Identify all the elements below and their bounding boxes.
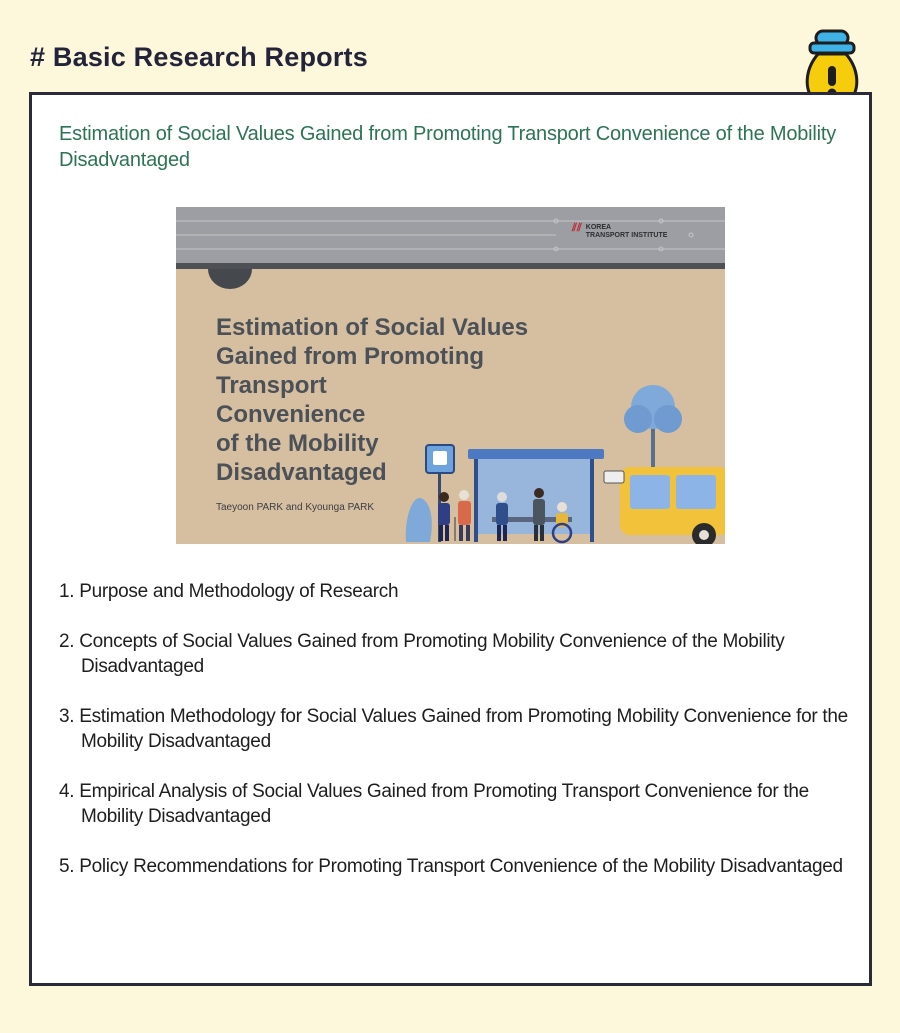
report-cover-image[interactable] bbox=[176, 207, 725, 544]
logo-line2: TRANSPORT INSTITUTE bbox=[585, 232, 668, 239]
cover-title-line: Transport bbox=[216, 372, 327, 399]
toc-item[interactable]: 4. Empirical Analysis of Social Values Gained from Promoting Transport Convenience for the Mobility Disadvantaged bbox=[59, 781, 809, 827]
cover-title-line: Convenience bbox=[216, 401, 366, 428]
cover-title-line: of the Mobility bbox=[216, 430, 379, 457]
kotl-logo-mark: ⫽⫽ bbox=[572, 222, 582, 234]
page-heading: # Basic Research Reports bbox=[30, 42, 368, 72]
bus-icon bbox=[604, 467, 725, 544]
cover-authors: Taeyoon PARK and Kyounga PARK bbox=[216, 502, 375, 513]
toc-item[interactable]: 2. Concepts of Social Values Gained from Promoting Mobility Convenience of the Mobility Disadvantaged bbox=[59, 631, 785, 677]
report-title[interactable]: Estimation of Social Values Gained from Promoting Transport Convenience of the Mobility Disadvantaged bbox=[59, 123, 837, 171]
toc-item[interactable]: 5. Policy Recommendations for Promoting Transport Convenience of the Mobility Disadvantaged bbox=[59, 856, 843, 877]
bush-icon bbox=[406, 498, 432, 542]
table-of-contents bbox=[59, 579, 849, 904]
cover-semicircle-decoration bbox=[206, 255, 254, 291]
cover-divider bbox=[176, 263, 725, 269]
kotl-logo bbox=[572, 224, 667, 240]
toc-item[interactable]: 1. Purpose and Methodology of Research bbox=[59, 581, 399, 602]
toc-item[interactable]: 3. Estimation Methodology for Social Values Gained from Promoting Mobility Convenience for the Mobility Disadvantaged bbox=[59, 706, 848, 752]
bus-stop-illustration bbox=[404, 367, 725, 544]
cover-title-line: Disadvantaged bbox=[216, 459, 387, 486]
cover-title-line: Estimation of Social Values bbox=[216, 314, 529, 341]
report-card bbox=[29, 92, 872, 986]
cover-title-line: Gained from Promoting bbox=[216, 343, 485, 370]
logo-line1: KOREA bbox=[585, 224, 612, 231]
